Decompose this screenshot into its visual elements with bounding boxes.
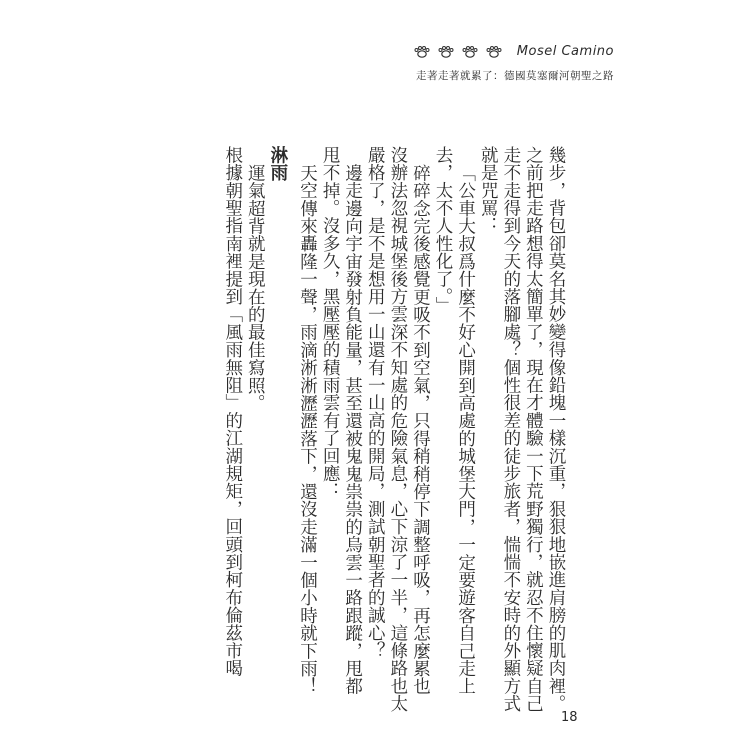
text-column: 天空傳來轟隆一聲，雨滴淅淅瀝瀝落下，還沒走滿一個小時就下雨！ <box>297 163 318 695</box>
text-column: 「公車大叔爲什麼不好心開到高處的城堡大門，一定要遊客自己走上 <box>455 163 476 695</box>
paw-print-icon <box>485 46 503 58</box>
paw-print-icon <box>413 46 431 58</box>
header-top-row <box>413 44 614 59</box>
text-column: 根據朝聖指南裡提到「風雨無阻」的江湖規矩，回頭到柯布倫茲市喝 <box>222 146 243 677</box>
text-column: 之前把走路想得太簡單了，現在才體驗一下荒野獨行，就忍不住懷疑自己 <box>523 146 544 713</box>
text-column: 走不走得到今天的落腳處？個性很差的徒步旅者，惴惴不安時的外顯方式 <box>500 146 521 713</box>
page-number: 18 <box>561 710 578 725</box>
paw-print-icon <box>461 46 479 58</box>
text-column: 就是咒罵： <box>478 146 499 235</box>
text-column: 運氣超背就是現在的最佳寫照。 <box>245 163 266 412</box>
text-column: 邊走邊向宇宙發射負能量，甚至還被鬼鬼祟祟的烏雲一路跟蹤，甩都 <box>342 163 363 695</box>
text-column: 甩不掉。沒多久，黑壓壓的積雨雲有了回應： <box>320 146 341 500</box>
text-column: 嚴格了，是不是想用一山還有一山高的開局，測試朝聖者的誠心？ <box>365 146 386 660</box>
section-heading: 淋雨 <box>267 146 288 182</box>
text-column: 碎碎念完後感覺更吸不到空氣，只得稍稍停下調整呼吸，再怎麼累也 <box>410 163 431 695</box>
vertical-text-body <box>185 146 567 713</box>
paw-prints-icon <box>413 46 503 58</box>
running-header <box>354 34 614 94</box>
text-column: 幾步，背包卻莫名其妙變得像鉛塊一樣沉重，狠狠地嵌進肩膀的肌肉裡。 <box>546 146 566 713</box>
paw-print-icon <box>437 46 455 58</box>
text-column: 沒辦法忽視城堡後方雲深不知處的危險氣息，心下涼了一半，這條路也太 <box>387 146 408 713</box>
header-subtitle: 走著走著就累了：德國莫塞爾河朝聖之路 <box>416 70 614 82</box>
header-brand: Mosel Camino <box>516 44 614 59</box>
text-column: 去，太不人性化了。」 <box>433 146 454 315</box>
